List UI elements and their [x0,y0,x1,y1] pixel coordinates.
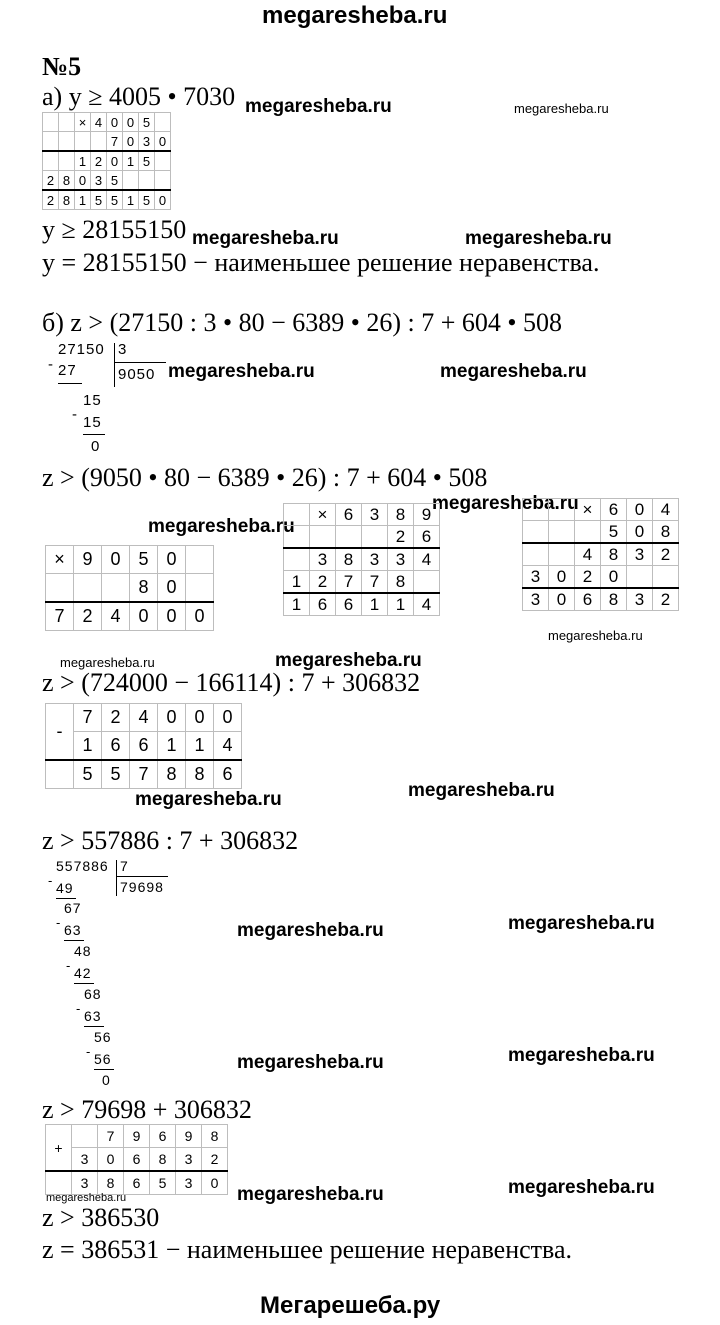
watermark: megaresheba.ru [465,228,612,249]
watermark: megaresheba.ru [508,1045,655,1066]
watermark: megaresheba.ru [245,96,392,117]
site-header: megaresheba.ru [262,2,448,29]
watermark: megaresheba.ru [432,493,579,514]
watermark: megaresheba.ru [168,361,315,382]
mult-grid-9050-80: × 9 0 5 0 8 0 7 2 4 0 0 0 [45,545,214,631]
mult-grid-604-508: × 6 0 4 5 0 8 4 8 3 2 3 0 2 0 3 0 6 8 3 2 [522,498,679,611]
mult-grid-6389-26: × 6 3 8 9 2 6 3 8 3 3 4 1 2 7 7 8 1 6 6 1 1 4 [283,503,440,616]
watermark: megaresheba.ru [237,1052,384,1073]
part-b-line2: z > (9050 • 80 − 6389 • 26) : 7 + 604 • 508 [42,463,488,492]
watermark: megaresheba.ru [135,789,282,810]
part-b-answer: z = 386531 − наименьшее решение неравенства. [42,1235,573,1264]
watermark: megaresheba.ru [237,1184,384,1205]
watermark: megaresheba.ru [237,920,384,941]
part-a-inequality: а) y ≥ 4005 • 7030 [42,82,236,111]
part-b-line5: z > 79698 + 306832 [42,1095,252,1124]
part-b-line4: z > 557886 : 7 + 306832 [42,826,299,855]
part-a-answer: y = 28155150 − наименьшее решение неравенства. [42,248,600,277]
part-a-result: y ≥ 28155150 [42,215,187,244]
watermark: megaresheba.ru [508,913,655,934]
watermark: megaresheba.ru [275,650,422,671]
watermark: megaresheba.ru [508,1177,655,1198]
site-footer: Мегарешеба.ру [260,1292,441,1319]
part-b-inequality: б) z > (27150 : 3 • 80 − 6389 • 26) : 7 + 604 • 508 [42,308,562,337]
watermark: megaresheba.ru [60,655,155,670]
part-b-line3: z > (724000 − 166114) : 7 + 306832 [42,668,421,697]
watermark: megaresheba.ru [548,628,643,643]
mult-grid-4005-7030: × 4 0 0 5 7 0 3 0 1 2 0 1 5 2 8 0 3 5 2 8 1 5 5 1 5 0 [42,112,171,210]
watermark: megaresheba.ru [148,516,295,537]
watermark: megaresheba.ru [408,780,555,801]
watermark: megaresheba.ru [440,361,587,382]
watermark: megaresheba.ru [514,101,609,116]
watermark: megaresheba.ru [192,228,339,249]
subtraction-grid-724000-166114: - 7 2 4 0 0 0 1 6 6 1 1 4 5 5 7 8 8 6 [45,703,242,789]
watermark: megaresheba.ru [46,1192,127,1204]
problem-number: №5 [42,52,82,81]
addition-grid-79698-306832: + 7 9 6 9 8 3 0 6 8 3 2 3 8 6 5 3 0 [45,1124,228,1195]
part-b-result: z > 386530 [42,1203,160,1232]
